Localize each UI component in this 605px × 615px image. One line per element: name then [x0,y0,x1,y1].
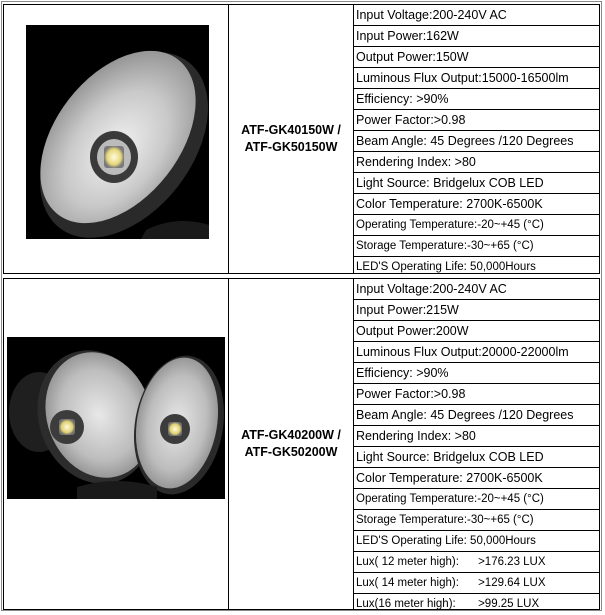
spec-light-source: Light Source: Bridgelux COB LED [354,173,599,194]
spec-beam-angle: Beam Angle: 45 Degrees /120 Degrees [354,405,599,426]
spec-rendering-index: Rendering Index: >80 [354,152,599,173]
spec-luminous-flux: Luminous Flux Output:20000-22000lm [354,342,599,363]
spec-lux-16m: Lux(16 meter high): >99.25 LUX [356,598,540,610]
spec-efficiency: Efficiency: >90% [354,89,599,110]
spec-output-power: Output Power:150W [354,47,599,68]
model-line-1: ATF-GK40200W / [241,428,341,442]
spec-color-temperature: Color Temperature: 2700K-6500K [354,194,599,215]
model-number [229,279,354,609]
spec-input-power: Input Power:215W [354,300,599,321]
model-line-2: ATF-GK50200W [244,445,338,459]
spec-color-temperature: Color Temperature: 2700K-6500K [354,468,599,489]
spec-lux-14m: Lux( 14 meter high): >129.64 LUX [354,573,599,594]
model-line-2: ATF-GK50150W [244,140,338,154]
model-line-1: ATF-GK40150W / [241,123,341,137]
high-bay-lamp-photo-icon [26,25,209,239]
two-high-bay-lamps-photo-icon [7,337,225,499]
spec-operating-temperature: Operating Temperature:-20~+45 (°C) [354,215,599,236]
spec-storage-temperature: Storage Temperature:-30~+65 (°C) [354,510,599,531]
spec-power-factor: Power Factor:>0.98 [354,384,599,405]
spec-operating-temperature: Operating Temperature:-20~+45 (°C) [354,489,599,510]
spec-operating-life: LED'S Operating Life: 50,000Hours [354,531,599,552]
spec-output-power: Output Power:200W [354,321,599,342]
spec-rendering-index: Rendering Index: >80 [354,426,599,447]
spec-light-source: Light Source: Bridgelux COB LED [354,447,599,468]
product-image-cell [4,5,229,273]
spec-list [354,279,599,609]
spec-storage-temperature: Storage Temperature:-30~+65 (°C) [354,236,599,257]
spec-efficiency: Efficiency: >90% [354,363,599,384]
spec-lux-12m: Lux( 12 meter high): >176.23 LUX [354,552,599,573]
spec-luminous-flux: Luminous Flux Output:15000-16500lm [354,68,599,89]
model-number [229,5,354,273]
product-row-200w [3,278,600,610]
product-image-cell [4,279,229,609]
product-row-150w [3,4,600,274]
spec-operating-life: LED'S Operating Life: 50,000Hours [356,261,536,273]
spec-power-factor: Power Factor:>0.98 [354,110,599,131]
spec-input-power: Input Power:162W [354,26,599,47]
spec-beam-angle: Beam Angle: 45 Degrees /120 Degrees [354,131,599,152]
spec-list [354,5,599,273]
spec-input-voltage: Input Voltage:200-240V AC [354,279,599,300]
spec-input-voltage: Input Voltage:200-240V AC [354,5,599,26]
